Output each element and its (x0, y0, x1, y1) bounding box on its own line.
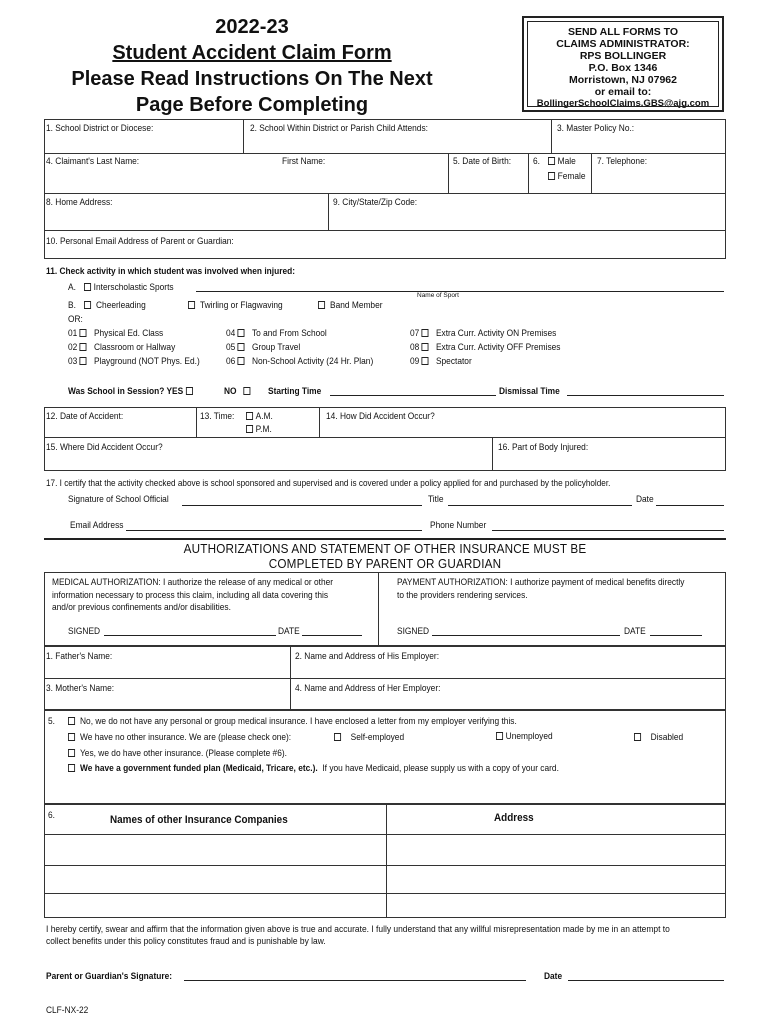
title-line[interactable] (448, 505, 632, 506)
unemployed-option[interactable] (496, 731, 553, 742)
unemployed-label: Unemployed (505, 731, 553, 742)
activity-07-checkbox[interactable] (422, 329, 429, 337)
activity-08-checkbox[interactable] (422, 343, 429, 351)
authorizations-heading-line-1: AUTHORIZATIONS AND STATEMENT OF OTHER INSURANCE MUST BE (183, 541, 587, 556)
no-insurance-label: No, we do not have any personal or group medical insurance. I have enclosed a letter from my employer verifying this. (80, 716, 517, 727)
am-label: A.M. (255, 411, 273, 422)
where-accident-field[interactable]: 15. Where Did Accident Occur? (46, 442, 163, 453)
school-official-signature-line[interactable] (182, 505, 422, 506)
activity-02-label: Classroom or Hallway (93, 342, 176, 353)
activity-03-label: Playground (NOT Phys. Ed.) (93, 356, 200, 367)
activity-a-letter: A. (68, 282, 76, 293)
band-member-option[interactable] (318, 300, 383, 311)
session-no-label: NO (224, 386, 237, 397)
insurance-address-cell-1[interactable] (387, 835, 725, 864)
band-label: Band Member (330, 300, 383, 311)
interscholastic-sports-option[interactable] (84, 282, 174, 293)
dismissal-time-label: Dismissal Time (499, 386, 560, 397)
mother-employer-field[interactable]: 4. Name and Address of Her Employer: (295, 683, 441, 694)
activity-05-checkbox[interactable] (238, 343, 245, 351)
pm-option[interactable] (246, 424, 272, 435)
or-label: OR: (68, 314, 83, 325)
last-name-field[interactable]: 4. Claimant's Last Name: (46, 156, 140, 167)
am-option[interactable] (246, 411, 273, 422)
activity-07[interactable] (410, 328, 556, 339)
medical-date-label: DATE (278, 626, 300, 637)
interscholastic-checkbox[interactable] (84, 283, 91, 291)
payment-date-label: DATE (624, 626, 646, 637)
telephone-field[interactable]: 7. Telephone: (597, 156, 648, 167)
send-line-1: SEND ALL FORMS TO (567, 26, 679, 38)
male-label: Male (557, 156, 576, 167)
medical-authorization-line-3: and/or previous confinements and/or disabilities. (52, 602, 231, 613)
government-plan-checkbox[interactable] (68, 764, 75, 772)
payment-authorization-line-2: to the providers rendering services. (397, 589, 528, 601)
address-column-header: Address (494, 812, 534, 824)
female-label: Female (557, 171, 586, 182)
self-employed-option[interactable] (334, 732, 404, 743)
activity-b-letter: B. (68, 300, 76, 311)
government-plan-option[interactable] (68, 763, 559, 774)
gender-number: 6. (533, 156, 540, 167)
payment-authorization (397, 577, 684, 602)
no-insurance-option[interactable] (68, 716, 517, 727)
school-in-session-no[interactable] (224, 386, 253, 397)
no-insurance-checkbox[interactable] (68, 717, 75, 725)
activity-03-checkbox[interactable] (80, 357, 87, 365)
no-other-insurance-checkbox[interactable] (68, 733, 75, 741)
father-name-field[interactable]: 1. Father's Name: (46, 651, 113, 662)
section-6-number: 6. (48, 810, 55, 821)
activity-02[interactable] (68, 342, 175, 353)
date-line[interactable] (656, 505, 724, 506)
send-line-4: P.O. Box 1346 (588, 62, 658, 74)
twirling-checkbox[interactable] (188, 301, 195, 309)
government-plan-label: We have a government funded plan (Medicaid, Tricare, etc.). (80, 763, 318, 774)
activity-05-label: Group Travel (251, 342, 301, 353)
has-other-insurance-option[interactable] (68, 748, 287, 759)
no-other-insurance-label: We have no other insurance. We are (please check one): (80, 732, 292, 743)
self-employed-label: Self-employed (350, 732, 405, 743)
instructions-line-2: Page Before Completing (135, 94, 369, 116)
activity-03[interactable] (68, 356, 200, 367)
cheerleading-label: Cheerleading (96, 300, 146, 311)
insurance-company-cell-1[interactable] (45, 835, 385, 864)
school-attended-field[interactable]: 2. School Within District or Parish Child Attends: (250, 123, 428, 134)
insurance-address-cell-3[interactable] (387, 894, 725, 917)
interscholastic-label: Interscholastic Sports (93, 282, 174, 293)
send-line-3: RPS BOLLINGER (579, 50, 667, 62)
medicaid-note: If you have Medicaid, please supply us with a copy of your card. (322, 763, 559, 774)
male-checkbox[interactable] (548, 157, 555, 165)
activity-08-label: Extra Curr. Activity OFF Premises (435, 342, 561, 353)
first-name-field[interactable]: First Name: (282, 156, 326, 167)
activity-06-number: 06 (226, 356, 236, 367)
phone-number-label: Phone Number (430, 520, 487, 531)
payment-authorization-line-1: PAYMENT AUTHORIZATION: I authorize payment of medical benefits directly (397, 577, 685, 588)
name-of-sport-caption: Name of Sport (417, 292, 459, 299)
female-option[interactable] (548, 171, 586, 182)
medical-authorization (52, 577, 333, 615)
form-title: Student Accident Claim Form (112, 42, 392, 64)
activity-01[interactable] (68, 328, 163, 339)
activity-04-label: To and From School (251, 328, 327, 339)
disabled-option[interactable] (634, 732, 683, 743)
session-no-checkbox[interactable] (244, 387, 251, 395)
affirmation-line-2: collect benefits under this policy constitutes fraud and is punishable by law. (46, 936, 326, 947)
time-label: 13. Time: (200, 411, 235, 422)
medical-signed-label: SIGNED (68, 626, 101, 637)
payment-signature-line[interactable] (432, 635, 620, 636)
has-other-insurance-label: Yes, we do have other insurance. (Please complete #6). (80, 748, 287, 759)
master-policy-field[interactable]: 3. Master Policy No.: (557, 123, 635, 134)
parent-date-line[interactable] (568, 980, 724, 981)
mother-name-field[interactable]: 3. Mother's Name: (46, 683, 115, 694)
city-state-zip-field[interactable]: 9. City/State/Zip Code: (333, 197, 418, 208)
activity-07-label: Extra Curr. Activity ON Premises (435, 328, 557, 339)
send-line-5: Morristown, NJ 07962 (569, 74, 677, 86)
school-official-signature-label: Signature of School Official (68, 494, 169, 505)
affirmation-statement (46, 924, 670, 948)
insurance-companies-column-header: Names of other Insurance Companies (110, 814, 288, 826)
date-label: Date (636, 494, 654, 505)
date-of-birth-field[interactable]: 5. Date of Birth: (453, 156, 512, 167)
cheerleading-option[interactable] (84, 300, 146, 311)
send-line-2: CLAIMS ADMINISTRATOR: (556, 38, 690, 50)
am-checkbox[interactable] (246, 412, 253, 420)
sport-name-line[interactable] (196, 291, 724, 292)
no-other-insurance-option[interactable] (68, 732, 291, 743)
section-5-number: 5. (48, 716, 55, 727)
school-in-session-yes[interactable] (68, 386, 195, 397)
affirmation-line-1: I hereby certify, swear and affirm that the information given above is true and accurate. I fully understand that any willful misrepresentation made by me in an attempt to (46, 924, 670, 935)
activity-04-checkbox[interactable] (238, 329, 245, 337)
activity-03-number: 03 (68, 356, 78, 367)
session-yes-checkbox[interactable] (186, 387, 193, 395)
parent-email-field[interactable]: 10. Personal Email Address of Parent or Guardian: (46, 236, 234, 247)
male-option[interactable] (548, 156, 576, 167)
send-email[interactable]: BollingerSchoolClaims.GBS@ajg.com (536, 98, 710, 109)
medical-signature-line[interactable] (104, 635, 276, 636)
payment-signed-label: SIGNED (397, 626, 430, 637)
send-line-6: or email to: (594, 86, 652, 98)
activity-08[interactable] (410, 342, 560, 353)
activity-06[interactable] (226, 356, 373, 367)
twirling-label: Twirling or Flagwaving (200, 300, 283, 311)
activity-09-label: Spectator (435, 356, 472, 367)
how-accident-field[interactable]: 14. How Did Accident Occur? (326, 411, 435, 422)
cheerleading-checkbox[interactable] (84, 301, 91, 309)
phone-number-line[interactable] (492, 530, 724, 531)
email-address-label: Email Address (70, 520, 124, 531)
activity-06-label: Non-School Activity (24 Hr. Plan) (251, 356, 374, 367)
band-checkbox[interactable] (318, 301, 325, 309)
activity-09-checkbox[interactable] (422, 357, 429, 365)
insurance-address-cell-2[interactable] (387, 866, 725, 892)
starting-time-label: Starting Time (268, 386, 322, 397)
activity-01-checkbox[interactable] (80, 329, 87, 337)
activity-02-number: 02 (68, 342, 78, 353)
school-district-field[interactable]: 1. School District or Diocese: (46, 123, 154, 134)
email-address-line[interactable] (126, 530, 422, 531)
activity-04-number: 04 (226, 328, 236, 339)
medical-authorization-line-1: MEDICAL AUTHORIZATION: I authorize the release of any medical or other (52, 577, 334, 588)
activity-02-checkbox[interactable] (80, 343, 87, 351)
insurance-company-cell-3[interactable] (45, 894, 385, 917)
unemployed-checkbox[interactable] (496, 732, 503, 740)
activity-09-number: 09 (410, 356, 420, 367)
activity-06-checkbox[interactable] (238, 357, 245, 365)
send-forms-box (522, 16, 724, 112)
form-code: CLF-NX-22 (46, 1005, 89, 1016)
form-year: 2022-23 (215, 16, 289, 38)
twirling-option[interactable] (188, 300, 283, 311)
medical-date-line[interactable] (302, 635, 362, 636)
date-of-accident-field[interactable]: 12. Date of Accident: (46, 411, 124, 422)
authorizations-heading-line-2: COMPLETED BY PARENT OR GUARDIAN (268, 556, 502, 571)
insurance-company-cell-2[interactable] (45, 866, 385, 892)
activity-08-number: 08 (410, 342, 420, 353)
disabled-checkbox[interactable] (634, 733, 641, 741)
certify-statement: 17. I certify that the activity checked above is school sponsored and supervised and is covered under a policy applied for and purchased by the policyholder. (46, 478, 611, 488)
activity-07-number: 07 (410, 328, 420, 339)
parent-signature-line[interactable] (184, 980, 526, 981)
father-employer-field[interactable]: 2. Name and Address of His Employer: (295, 651, 440, 662)
self-employed-checkbox[interactable] (334, 733, 341, 741)
disabled-label: Disabled (650, 732, 684, 743)
body-part-field[interactable]: 16. Part of Body Injured: (498, 442, 589, 453)
parent-date-label: Date (544, 971, 563, 982)
parent-signature-label: Parent or Guardian's Signature: (46, 971, 173, 982)
has-other-insurance-checkbox[interactable] (68, 749, 75, 757)
activity-05-number: 05 (226, 342, 236, 353)
activity-05[interactable] (226, 342, 300, 353)
medical-authorization-line-2: information necessary to process this claim, including all data covering this (52, 589, 329, 601)
female-checkbox[interactable] (548, 172, 555, 180)
pm-checkbox[interactable] (246, 425, 253, 433)
instructions-line-1: Please Read Instructions On The Next (71, 68, 433, 90)
title-label: Title (428, 494, 444, 505)
dismissal-time-line[interactable] (567, 395, 724, 396)
authorizations-heading (44, 541, 726, 571)
activity-question: 11. Check activity in which student was involved when injured: (46, 266, 296, 277)
activity-01-number: 01 (68, 328, 78, 339)
payment-date-line[interactable] (650, 635, 702, 636)
school-in-session-label: Was School in Session? YES (68, 386, 184, 397)
activity-09[interactable] (410, 356, 472, 367)
activity-04[interactable] (226, 328, 327, 339)
pm-label: P.M. (255, 424, 272, 435)
activity-01-label: Physical Ed. Class (93, 328, 164, 339)
starting-time-line[interactable] (330, 395, 496, 396)
home-address-field[interactable]: 8. Home Address: (46, 197, 113, 208)
